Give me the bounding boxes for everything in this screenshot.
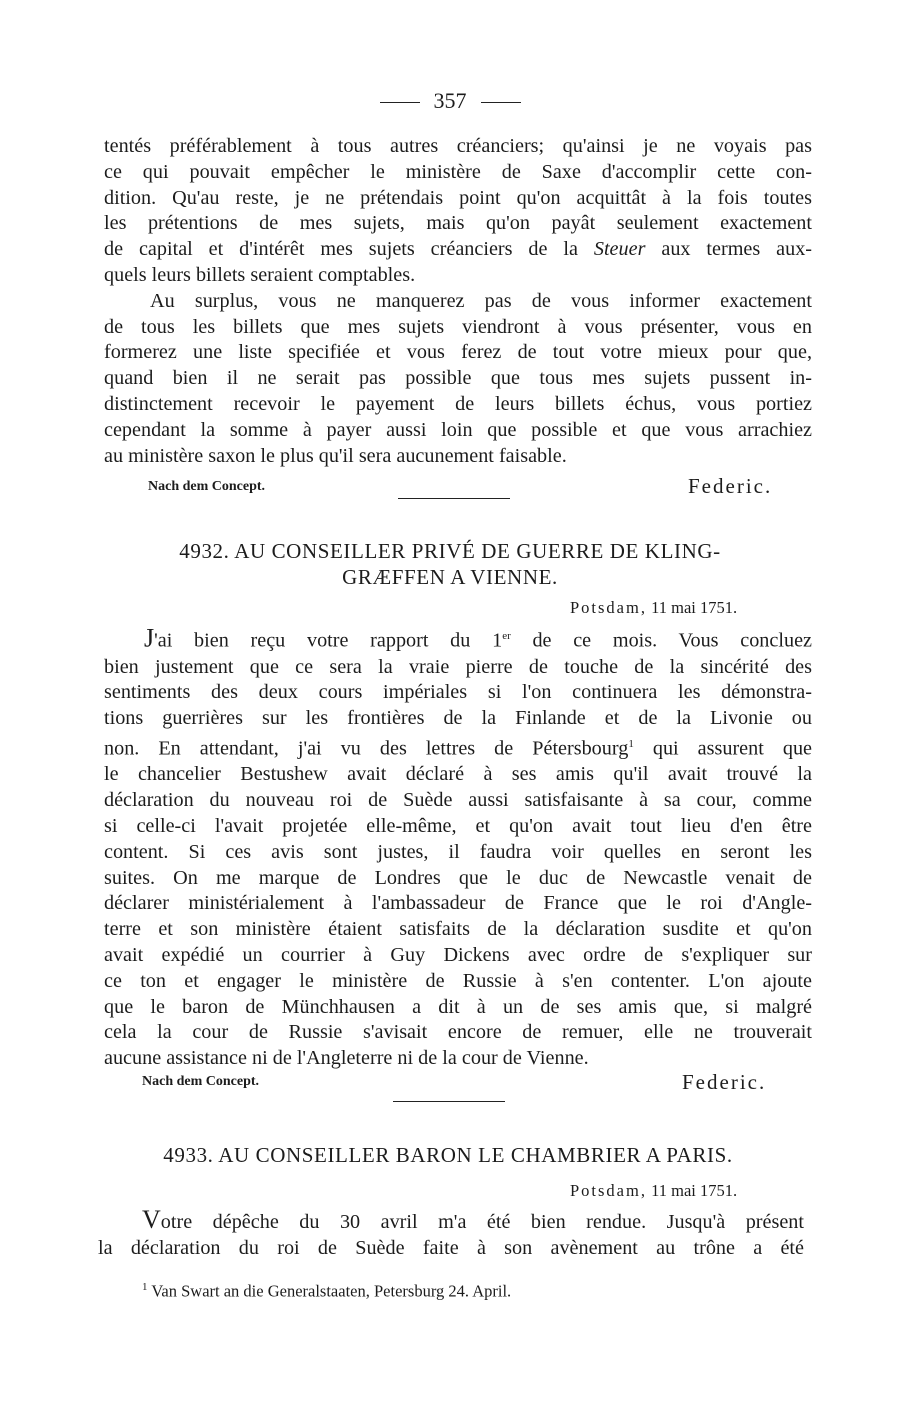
footnote-text: Van Swart an die Generalstaaten, Petersburg 24. April. — [151, 1281, 512, 1301]
source-note: Nach dem Concept. — [148, 479, 266, 494]
letter-body-4932 — [104, 624, 812, 1072]
header-dash-right — [481, 102, 521, 103]
text-line: sentiments des deux cours impériales si l'on continuera les démonstra- — [104, 681, 812, 704]
text-line — [104, 237, 812, 263]
text-line: de tous les billets que mes sujets viendront à vous présenter, vous en — [104, 315, 812, 338]
text-line: suites. On me marque de Londres que le duc de Newcastle venait de — [104, 866, 812, 889]
ordinal-number: 1 — [492, 629, 503, 652]
letter-title-cont: GRÆFFEN A VIENNE. — [342, 565, 558, 589]
text-line: le chancelier Bestushew avait déclaré à ses amis qu'il avait trouvé la — [104, 763, 812, 786]
text-line: distinctement recevoir le payement de leurs billets échus, vous portiez — [104, 392, 812, 415]
continuation-text — [104, 134, 812, 469]
date-place: Potsdam, — [570, 598, 647, 617]
page-header — [0, 88, 900, 114]
text-fragment: de capital et d'intérêt mes sujets créanciers de la — [104, 238, 578, 261]
signature: Federic. — [688, 474, 773, 498]
letter-title: 4933. AU CONSEILLER BARON LE CHAMBRIER A PARIS. — [163, 1143, 733, 1167]
text-line: tions guerrières sur les frontières de la Finlande et de la Livonie ou — [104, 707, 812, 730]
text-fragment: qui assurent que — [652, 737, 812, 760]
section-rule — [398, 498, 510, 499]
text-line: quels leurs billets seraient comptables. — [104, 263, 416, 286]
text-line: tentés préférablement à tous autres créanciers; qu'ainsi je ne voyais pas — [104, 135, 812, 157]
text-line: terre et son ministère étaient satisfaits de la déclaration susdite et qu'on — [104, 918, 812, 941]
text-line — [98, 1207, 804, 1236]
drop-cap: J — [144, 623, 155, 653]
text-line: les prétentions de mes sujets, mais qu'on payât seulement exactement — [104, 212, 812, 235]
text-line: quand bien il ne serait pas possible que tous mes sujets pussent in- — [104, 367, 812, 390]
text-line: aucune assistance ni de l'Angleterre ni de la cour de Vienne. — [104, 1047, 589, 1070]
ordinal-suffix: er — [502, 630, 511, 642]
text-line: content. Si ces avis sont justes, il faudra voir quelles en seront les — [104, 840, 812, 863]
text-fragment: de ce mois. Vous concluez — [532, 629, 812, 652]
signature: Federic. — [682, 1070, 767, 1094]
text-line: Au surplus, vous ne manquerez pas de vous informer exactement — [150, 289, 812, 312]
text-line: au ministère saxon le plus qu'il sera aucunement faisable. — [104, 444, 567, 467]
text-fragment: non. En attendant, j'ai vu des lettres de Pétersbourg — [104, 737, 629, 760]
letter-body-4933 — [98, 1207, 804, 1262]
page-number: 357 — [433, 88, 467, 113]
text-line: ce ton et engager le ministère de Russie à s'en contenter. L'on ajoute — [104, 969, 812, 992]
text-line: cependant la somme à payer aussi loin que possible et que vous arrachiez — [104, 418, 812, 441]
date-place: Potsdam, — [570, 1181, 647, 1200]
letter-date — [570, 598, 737, 618]
header-dash-left — [380, 102, 420, 103]
text-line: ce qui pouvait empêcher le ministère de Saxe d'accomplir cette con- — [104, 160, 812, 183]
footnote-ref: 1 — [628, 737, 634, 750]
letter-date — [570, 1181, 737, 1201]
text-line — [104, 732, 812, 763]
text-fragment: 'ai bien reçu votre rapport du — [154, 629, 471, 652]
text-line: formerez une liste specifiée et vous ferez de tout votre mieux pour que, — [104, 341, 812, 364]
text-line — [104, 624, 812, 655]
italic-word: Steuer — [593, 238, 646, 261]
text-line: déclarer ministérialement à l'ambassadeur de France que le roi d'Angle- — [104, 892, 812, 915]
section-rule — [393, 1101, 505, 1102]
text-fragment: otre dépêche du 30 avril m'a été bien rendue. Jusqu'à présent — [160, 1211, 804, 1233]
text-line: la déclaration du roi de Suède faite à son avènement au trône a été — [98, 1236, 804, 1259]
date-day: 11 mai 1751. — [651, 598, 738, 617]
letter-title: 4932. AU CONSEILLER PRIVÉ DE GUERRE DE KLING- — [179, 539, 721, 563]
date-day: 11 mai 1751. — [651, 1181, 738, 1200]
footnote-mark: 1 — [142, 1281, 148, 1293]
text-fragment: aux termes aux- — [661, 238, 813, 261]
text-line: déclaration du nouveau roi de Suède aussi satisfaisante à sa cour, comme — [104, 789, 812, 812]
text-line: bien justement que ce sera la vraie pierre de touche de la sincérité des — [104, 655, 812, 678]
footnote — [142, 1281, 511, 1302]
text-line: cela la cour de Russie s'avisait encore de remuer, elle ne trouverait — [104, 1021, 812, 1044]
text-line: que le baron de Münchhausen a dit à un de ses amis que, si malgré — [104, 995, 812, 1018]
source-note: Nach dem Concept. — [142, 1074, 260, 1089]
text-line: dition. Qu'au reste, je ne prétendais point qu'on acquittât à la fois toutes — [104, 186, 812, 209]
text-line: avait expédié un courrier à Guy Dickens avec ordre de s'expliquer sur — [104, 944, 812, 967]
text-line: si celle-ci l'avait projetée elle-même, et qu'on avait tout lieu d'en être — [104, 815, 812, 838]
drop-cap: V — [142, 1205, 161, 1234]
